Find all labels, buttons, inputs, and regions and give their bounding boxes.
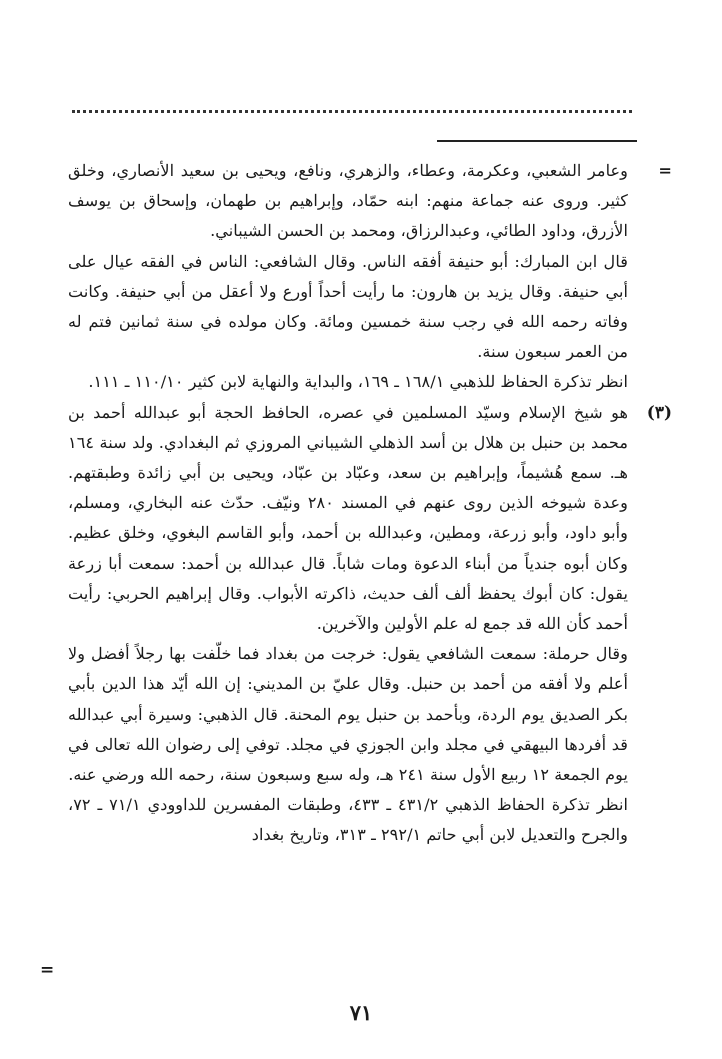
footnote-paragraph: انظر تذكرة الحفاظ للذهبي ١٦٨/١ ـ ١٦٩، والبداية والنهاية لابن كثير ١١٠/١٠ ـ ١١١.	[88, 372, 628, 392]
footnote-paragraph: هو شيخ الإسلام وسيّد المسلمين في عصره، الحافظ الحجة أبو عبدالله أحمد بن محمد بن حنبل بن هلال بن أسد الذهلي الشيباني المروزي ثم البغدادي. ولد سنة ١٦٤ هـ. سمع هُشيماً، وإبراهيم بن سعد، وعبّاد بن عبّاد، ويحيى بن أبي زائدة وطبقتهم. وعدة شيوخه الذين روى عنهم في المسند ٢٨٠ ونيّف. حدّث عنه البخاري، ومسلم، وأبو داود، وأبو زرعة، ومطين، وعبدالله بن أحمد، وأبو القاسم البغوي، وخلق عظيم. وكان أبوه جندياً من أبناء الدعوة ومات شاباً. قال عبدالله بن أحمد: سمعت أبا زرعة يقول: كان أبوك يحفظ ألف ألف حديث، ذاكرته الأبواب. وقال إبراهيم الحربي: رأيت أحمد كأن الله قد جمع له علم الأولين والآخرين.	[68, 402, 628, 634]
footnote-number: (٣)	[646, 402, 672, 423]
continuation-marker-bottom: =	[40, 960, 55, 980]
page-number: ٧١	[349, 1000, 373, 1025]
footnote-continued	[68, 156, 672, 398]
footnote-paragraph: قال ابن المبارك: أبو حنيفة أفقه الناس. وقال الشافعي: الناس في الفقه عيال على أبي حنيفة. وقال يزيد بن هارون: ما رأيت أحداً أورع ولا أعقل من أبي حنيفة. وكانت وفاته رحمه الله في رجب سنة خمسين ومائة. وكان مولده في سنة ثمانين فتم له من العمر سبعون سنة.	[68, 251, 628, 362]
footnote-paragraph: وعامر الشعبي، وعكرمة، وعطاء، والزهري، ونافع، ويحيى بن سعيد الأنصاري، وخلق كثير. وروى عنه جماعة منهم: ابنه حمّاد، وإبراهيم بن طهمان، وإسحاق بن يوسف الأزرق، وداود الطائي، وعبدالرزاق، ومحمد بن الحسن الشيباني.	[68, 161, 628, 241]
continuation-marker-top: =	[658, 161, 672, 180]
footnote-paragraph: انظر تذكرة الحفاظ الذهبي ٤٣١/٢ ـ ٤٣٣، وطبقات المفسرين للداوودي ٧١/١ ـ ٧٢، والجرح والتعديل لابن أبي حاتم ٢٩٢/١ ـ ٣١٣، وتاريخ بغداد	[68, 795, 628, 845]
footnote-rule	[437, 140, 637, 142]
dotted-separator	[72, 110, 632, 113]
footnotes	[68, 156, 672, 851]
footnote-3	[68, 398, 672, 851]
footnote-paragraph: وقال حرملة: سمعت الشافعي يقول: خرجت من بغداد فما خلّفت بها رجلاً أفضل ولا أعلم ولا أفقه من أحمد بن حنبل. وقال عليّ بن المديني: إن الله أيّد هذا الدين بأبي بكر الصديق يوم الردة، وبأحمد بن حنبل يوم المحنة. قال الذهبي: وسيرة أبي عبدالله قد أفردها البيهقي في مجلد وابن الجوزي في مجلد. توفي إلى رضوان الله تعالى في يوم الجمعة ١٢ ربيع الأول سنة ٢٤١ هـ، وله سبع وسبعون سنة، رحمه الله ورضي عنه.	[68, 644, 628, 785]
